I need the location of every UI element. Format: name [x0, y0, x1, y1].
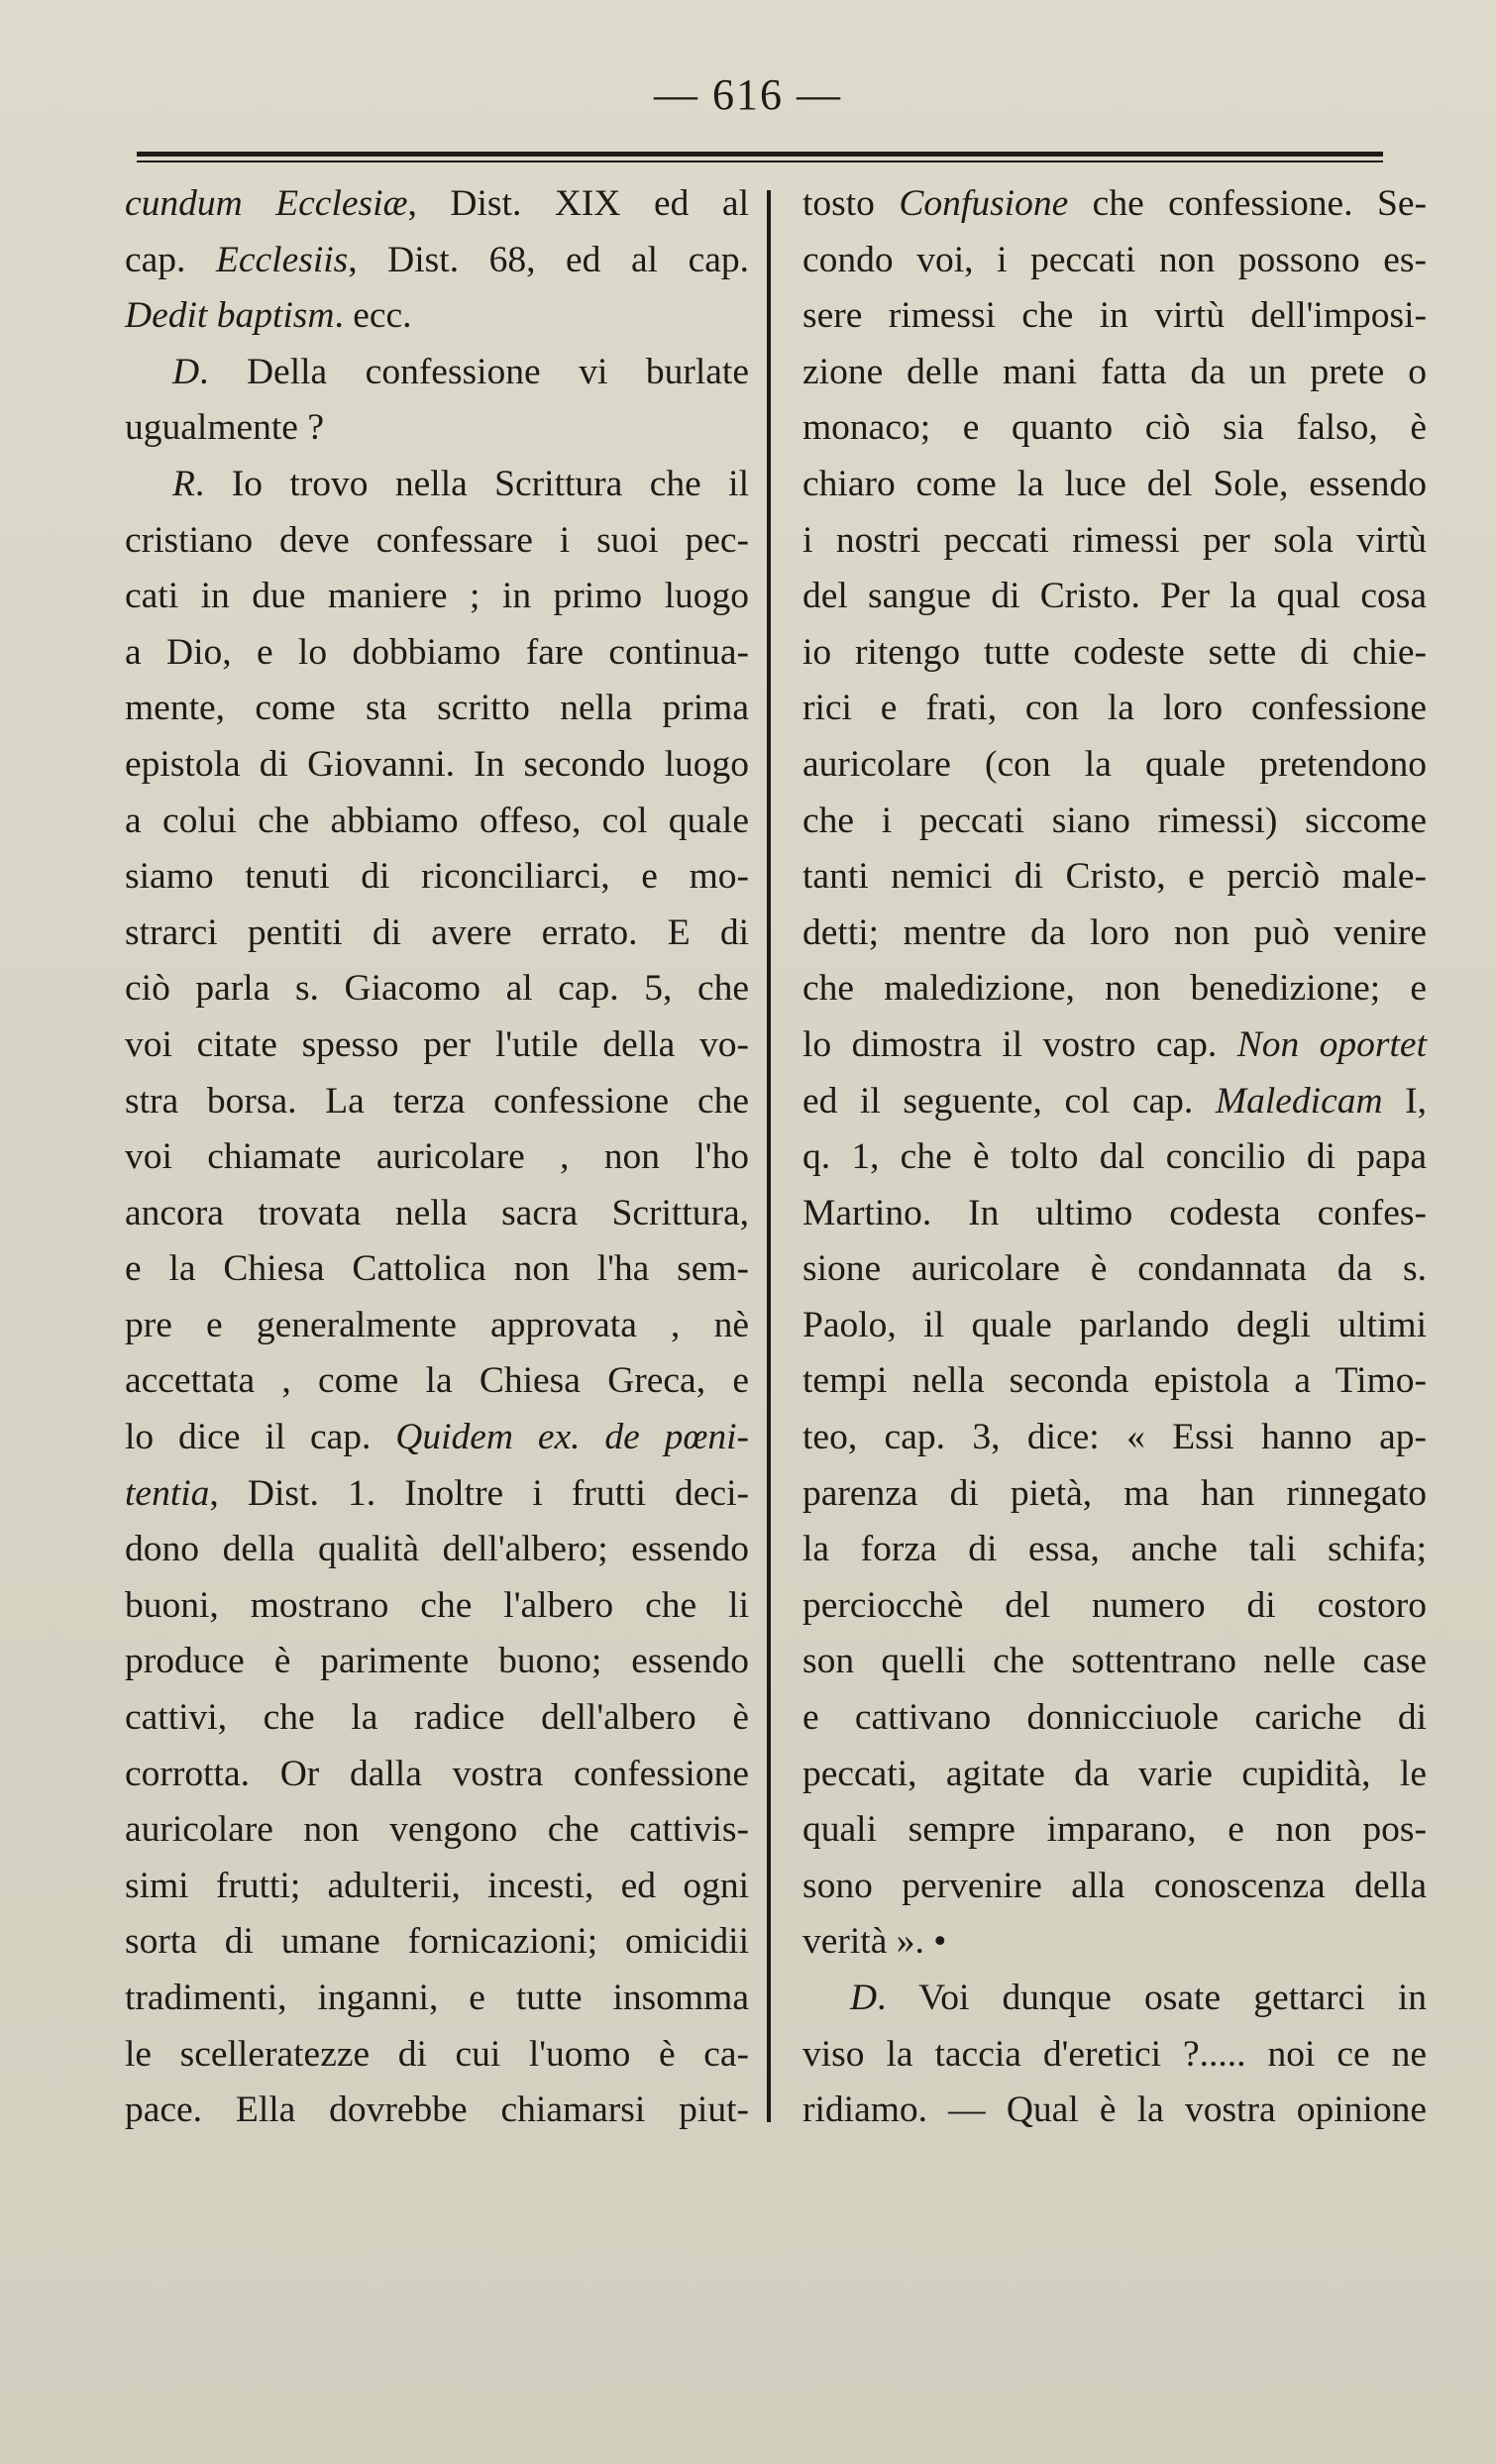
text-line — [802, 625, 1427, 682]
text-run: i nostri peccati rimessi per sola virtù — [802, 519, 1427, 561]
text-line — [802, 569, 1427, 625]
text-run: io ritengo tutte codeste sette di chie- — [802, 631, 1427, 673]
text-run: corrotta. Or dalla vostra confessione — [125, 1753, 749, 1794]
text-run: produce è parimente buono; essendo — [125, 1641, 749, 1682]
text-run: tradimenti, inganni, e tutte insomma — [125, 1978, 749, 2018]
text-line — [125, 233, 749, 289]
text-line — [125, 176, 749, 233]
text-run: teo, cap. 3, dice: « Essi hanno ap- — [802, 1417, 1427, 1458]
text-line — [125, 513, 749, 570]
italic-text: R — [172, 463, 195, 504]
text-run: del sangue di Cristo. Per la qual cosa — [802, 576, 1427, 617]
text-line — [125, 569, 749, 625]
text-line — [802, 1522, 1427, 1578]
text-run: viso la taccia d'eretici ?..... noi ce ne — [802, 2033, 1427, 2075]
text-run: siamo tenuti di riconciliarci, e mo- — [125, 856, 749, 898]
text-run: monaco; e quanto ciò sia falso, è — [802, 407, 1427, 449]
text-line — [125, 1241, 749, 1298]
text-line — [802, 1466, 1427, 1523]
text-run: Paolo, il quale parlando degli ultimi — [802, 1304, 1427, 1345]
text-line — [802, 1018, 1427, 1074]
italic-text: Non oportet — [1236, 1023, 1427, 1065]
text-line — [125, 1018, 749, 1074]
text-line — [125, 1074, 749, 1130]
text-line — [802, 1074, 1427, 1130]
text-line — [802, 1802, 1427, 1859]
text-line — [802, 1186, 1427, 1242]
text-line — [802, 737, 1427, 794]
text-line — [125, 1466, 749, 1523]
text-line — [125, 288, 749, 345]
text-line — [125, 961, 749, 1018]
text-run: . Voi dunque osate gettarci in — [877, 1978, 1427, 2018]
text-run: I, — [1382, 1080, 1427, 1122]
text-run: tempi nella seconda epistola a Timo- — [802, 1360, 1427, 1402]
text-line — [802, 1690, 1427, 1747]
text-run: detti; mentre da loro non può venire — [802, 911, 1427, 953]
text-run: dono della qualità dell'albero; essendo — [125, 1529, 749, 1570]
text-run: che maledizione, non benedizione; e — [802, 968, 1427, 1010]
text-line — [125, 681, 749, 737]
text-line — [802, 233, 1427, 289]
italic-text: Maledicam — [1215, 1080, 1383, 1122]
text-line — [802, 1298, 1427, 1354]
text-line — [125, 2027, 749, 2084]
text-run: accettata , come la Chiesa Greca, e — [125, 1360, 749, 1402]
text-run: cristiano deve confessare i suoi pec- — [125, 519, 749, 561]
text-run: e cattivano donnicciuole cariche di — [802, 1697, 1427, 1739]
text-line — [125, 1971, 749, 2027]
text-run: chiaro come la luce del Sole, essendo — [802, 463, 1427, 504]
text-line — [802, 1859, 1427, 1915]
text-line — [125, 1914, 749, 1971]
text-line — [802, 1241, 1427, 1298]
text-run: q. 1, che è tolto dal concilio di papa — [802, 1136, 1427, 1178]
text-run: rici e frati, con la loro confessione — [802, 688, 1427, 729]
text-line — [802, 849, 1427, 906]
page-number: — 616 — — [654, 70, 842, 119]
text-line — [125, 625, 749, 682]
text-run: . Io trovo nella Scrittura che il — [194, 463, 749, 504]
italic-text: D — [172, 351, 200, 392]
text-run: zione delle mani fatta da un prete o — [802, 351, 1427, 392]
text-line — [125, 849, 749, 906]
text-line — [125, 1129, 749, 1186]
text-line — [125, 1353, 749, 1410]
text-run: lo dice il cap. — [125, 1417, 396, 1458]
text-run: pre e generalmente approvata , nè — [125, 1304, 749, 1345]
text-run: parenza di pietà, ma han rinnegato — [802, 1472, 1427, 1514]
text-run: cattivi, che la radice dell'albero è — [125, 1697, 749, 1739]
text-run: stra borsa. La terza confessione che — [125, 1080, 749, 1122]
text-line — [802, 176, 1427, 233]
text-line — [802, 513, 1427, 570]
text-line — [802, 288, 1427, 345]
column-divider — [767, 190, 771, 2122]
text-line — [125, 906, 749, 962]
text-run: perciocchè del numero di costoro — [802, 1584, 1427, 1626]
text-line — [125, 457, 749, 513]
text-line — [125, 1690, 749, 1747]
text-run: ciò parla s. Giacomo al cap. 5, che — [125, 968, 749, 1010]
text-run: voi citate spesso per l'utile della vo- — [125, 1023, 749, 1065]
italic-text: D — [850, 1978, 878, 2018]
text-run: , Dist. 68, ed al cap. — [348, 239, 749, 280]
italic-text: tentia — [125, 1472, 210, 1514]
text-run: lo dimostra il vostro cap. — [802, 1023, 1237, 1065]
text-run: Martino. In ultimo codesta confes- — [802, 1192, 1427, 1233]
text-line — [125, 2083, 749, 2139]
text-run: tosto — [802, 183, 900, 224]
text-line — [802, 400, 1427, 457]
text-run: ancora trovata nella sacra Scrittura, — [125, 1192, 749, 1233]
text-line — [125, 345, 749, 401]
text-line — [802, 1410, 1427, 1466]
text-line — [802, 1747, 1427, 1803]
text-run: auricolare non vengono che cattivis- — [125, 1809, 749, 1851]
text-run: voi chiamate auricolare , non l'ho — [125, 1136, 749, 1178]
text-line — [802, 906, 1427, 962]
text-line — [125, 1410, 749, 1466]
text-run: tanti nemici di Cristo, e perciò male- — [802, 856, 1427, 898]
text-run: son quelli che sottentrano nelle case — [802, 1641, 1427, 1682]
text-run: la forza di essa, anche tali schifa; — [802, 1529, 1427, 1570]
text-line — [125, 794, 749, 850]
text-run: . Della confessione vi burlate — [199, 351, 749, 392]
text-line — [802, 794, 1427, 850]
text-run: peccati, agitate da varie cupidità, le — [802, 1753, 1427, 1794]
text-line — [802, 457, 1427, 513]
text-run: le scelleratezze di cui l'uomo è ca- — [125, 2033, 749, 2075]
text-run: quali sempre imparano, e non pos- — [802, 1809, 1427, 1851]
text-line — [125, 1186, 749, 1242]
text-run: e la Chiesa Cattolica non l'ha sem- — [125, 1248, 749, 1290]
italic-text: Quidem ex. de pœni- — [395, 1417, 749, 1458]
text-line — [125, 1522, 749, 1578]
text-line — [802, 345, 1427, 401]
text-run: , Dist. 1. Inoltre i frutti deci- — [209, 1472, 749, 1514]
text-run: auricolare (con la quale pretendono — [802, 743, 1427, 785]
text-run: sono pervenire alla conoscenza della — [802, 1865, 1427, 1906]
text-line — [802, 1129, 1427, 1186]
text-run: epistola di Giovanni. In secondo luogo — [125, 743, 749, 785]
text-run: a Dio, e lo dobbiamo fare continua- — [125, 631, 749, 673]
text-run: , Dist. XIX ed al — [407, 183, 749, 224]
italic-text: cundum Ecclesiæ — [125, 183, 408, 224]
text-run: sione auricolare è condannata da s. — [802, 1248, 1427, 1290]
text-run: che confessione. Se- — [1068, 183, 1427, 224]
text-run: che i peccati siano rimessi) siccome — [802, 800, 1427, 841]
text-line — [125, 1298, 749, 1354]
text-line — [802, 2027, 1427, 2084]
text-line — [802, 2083, 1427, 2139]
text-run: pace. Ella dovrebbe chiamarsi piut- — [125, 2089, 749, 2131]
text-line — [802, 1634, 1427, 1690]
text-run: cap. — [125, 239, 216, 280]
text-line — [802, 681, 1427, 737]
text-run: a colui che abbiamo offeso, col quale — [125, 800, 749, 841]
text-line — [125, 737, 749, 794]
text-run: ridiamo. — Qual è la vostra opinione — [802, 2089, 1427, 2131]
italic-text: Confusione — [899, 183, 1069, 224]
text-line — [125, 1747, 749, 1803]
header-rule — [137, 152, 1383, 157]
left-column — [125, 176, 749, 2139]
text-run: condo voi, i peccati non possono es- — [802, 239, 1427, 280]
text-run: . ecc. — [334, 295, 412, 337]
text-line — [125, 400, 749, 457]
text-run: mente, come sta scritto nella prima — [125, 688, 749, 729]
right-column — [802, 176, 1427, 2139]
italic-text: Dedit baptism — [125, 295, 335, 337]
text-line — [125, 1802, 749, 1859]
text-run: strarci pentiti di avere errato. E di — [125, 911, 749, 953]
text-line — [802, 1971, 1427, 2027]
text-line — [802, 1578, 1427, 1635]
header-rule-thin — [137, 161, 1383, 162]
text-run: buoni, mostrano che l'albero che li — [125, 1584, 749, 1626]
text-line — [802, 1353, 1427, 1410]
text-line — [125, 1859, 749, 1915]
text-run: simi frutti; adulterii, incesti, ed ogni — [125, 1865, 749, 1906]
text-run: verità ». • — [802, 1921, 947, 1963]
text-line — [802, 961, 1427, 1018]
text-run: ed il seguente, col cap. — [802, 1080, 1216, 1122]
text-line — [802, 1914, 1427, 1971]
italic-text: Ecclesiis — [215, 239, 349, 280]
text-run: sorta di umane fornicazioni; omicidii — [125, 1921, 749, 1963]
text-run: sere rimessi che in virtù dell'imposi- — [802, 295, 1427, 337]
text-line — [125, 1634, 749, 1690]
text-line — [125, 1578, 749, 1635]
text-run: ugualmente ? — [125, 407, 324, 449]
text-run: cati in due maniere ; in primo luogo — [125, 576, 749, 617]
